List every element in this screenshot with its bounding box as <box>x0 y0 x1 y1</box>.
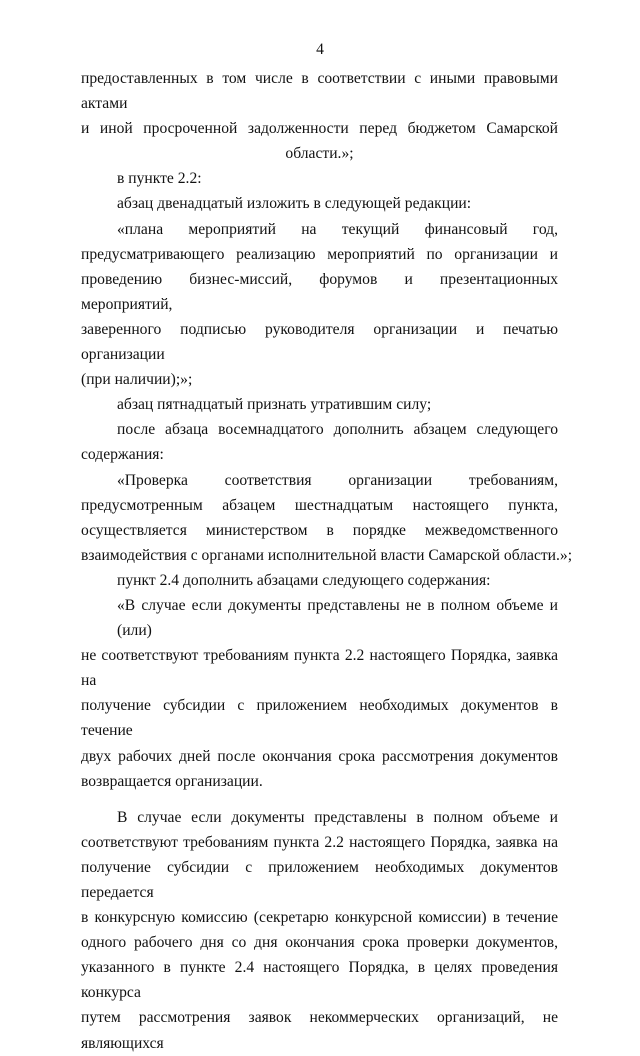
text-line: и иной просроченной задолженности перед бюджетом Самарской <box>81 120 558 138</box>
text-line: не соответствуют требованиям пункта 2.2 настоящего Порядка, заявка на <box>81 647 558 690</box>
text-line: осуществляется министерством в порядке межведомственного <box>81 521 558 539</box>
page-number: 4 <box>316 41 324 58</box>
paragraph-abzac-18 <box>81 417 558 467</box>
text-line: двух рабочих дней после окончания срока рассмотрения документов <box>81 747 558 765</box>
paragraph-complete-docs <box>81 805 558 1056</box>
text-line: предусматривающего реализацию мероприятий по организации и <box>81 245 558 263</box>
paragraph-quote-proverka <box>81 468 573 568</box>
text-line: предоставленных в том числе в соответствии с иными правовыми актами <box>81 70 558 113</box>
text-line: соответствуют требованиям пункта 2.2 настоящего Порядка, заявка на <box>81 833 558 851</box>
paragraph-continuation <box>81 66 558 166</box>
text-line: заверенного подписью руководителя организации и печатью организации <box>81 320 558 364</box>
paragraph-gap <box>81 794 558 805</box>
paragraph-quote-incomplete <box>81 593 558 794</box>
text-line: абзац пятнадцатый признать утратившим силу; <box>117 396 432 414</box>
text-line: указанного в пункте 2.4 настоящего Порядка, в целях проведения конкурса <box>81 959 558 1002</box>
paragraph-point-2-4 <box>81 568 558 593</box>
text-line: содержания: <box>81 446 164 464</box>
text-line: получение субсидии с приложением необходимых документов передается <box>81 858 558 901</box>
paragraph-abzac-15 <box>81 392 558 417</box>
text-line: в пункте 2.2: <box>117 170 202 188</box>
text-line: «плана мероприятий на текущий финансовый год, <box>117 220 558 238</box>
text-line: «В случае если документы представлены не в полном объеме и (или) <box>117 596 558 640</box>
paragraph-quote-plan <box>81 217 558 393</box>
text-line: предусмотренным абзацем шестнадцатым настоящего пункта, <box>81 496 558 514</box>
text-line: проведению бизнес-миссий, форумов и презентационных мероприятий, <box>81 270 558 313</box>
document-body <box>81 66 573 1056</box>
paragraph-abzac-12 <box>81 191 558 216</box>
text-line: получение субсидии с приложением необходимых документов в течение <box>81 697 558 740</box>
text-line: возвращается организации. <box>81 772 263 790</box>
text-line: «Проверка соответствия организации требованиям, <box>117 471 558 489</box>
text-line: после абзаца восемнадцатого дополнить абзацем следующего <box>117 421 558 439</box>
paragraph-point-2-2 <box>81 166 558 191</box>
text-line: абзац двенадцатый изложить в следующей редакции: <box>117 195 472 213</box>
text-line: в конкурсную комиссию (секретарю конкурсной комиссии) в течение <box>81 909 558 927</box>
text-line: области.»; <box>285 145 354 163</box>
text-line: (при наличии);»; <box>81 371 193 389</box>
text-line: взаимодействия с органами исполнительной власти Самарской области.»; <box>81 546 573 564</box>
text-line: В случае если документы представлены в полном объеме и <box>117 808 558 826</box>
text-line: одного рабочего дня со дня окончания срока проверки документов, <box>81 934 558 952</box>
text-line: пункт 2.4 дополнить абзацами следующего содержания: <box>117 571 491 589</box>
text-line: путем рассмотрения заявок некоммерческих организаций, не являющихся <box>81 1009 558 1052</box>
